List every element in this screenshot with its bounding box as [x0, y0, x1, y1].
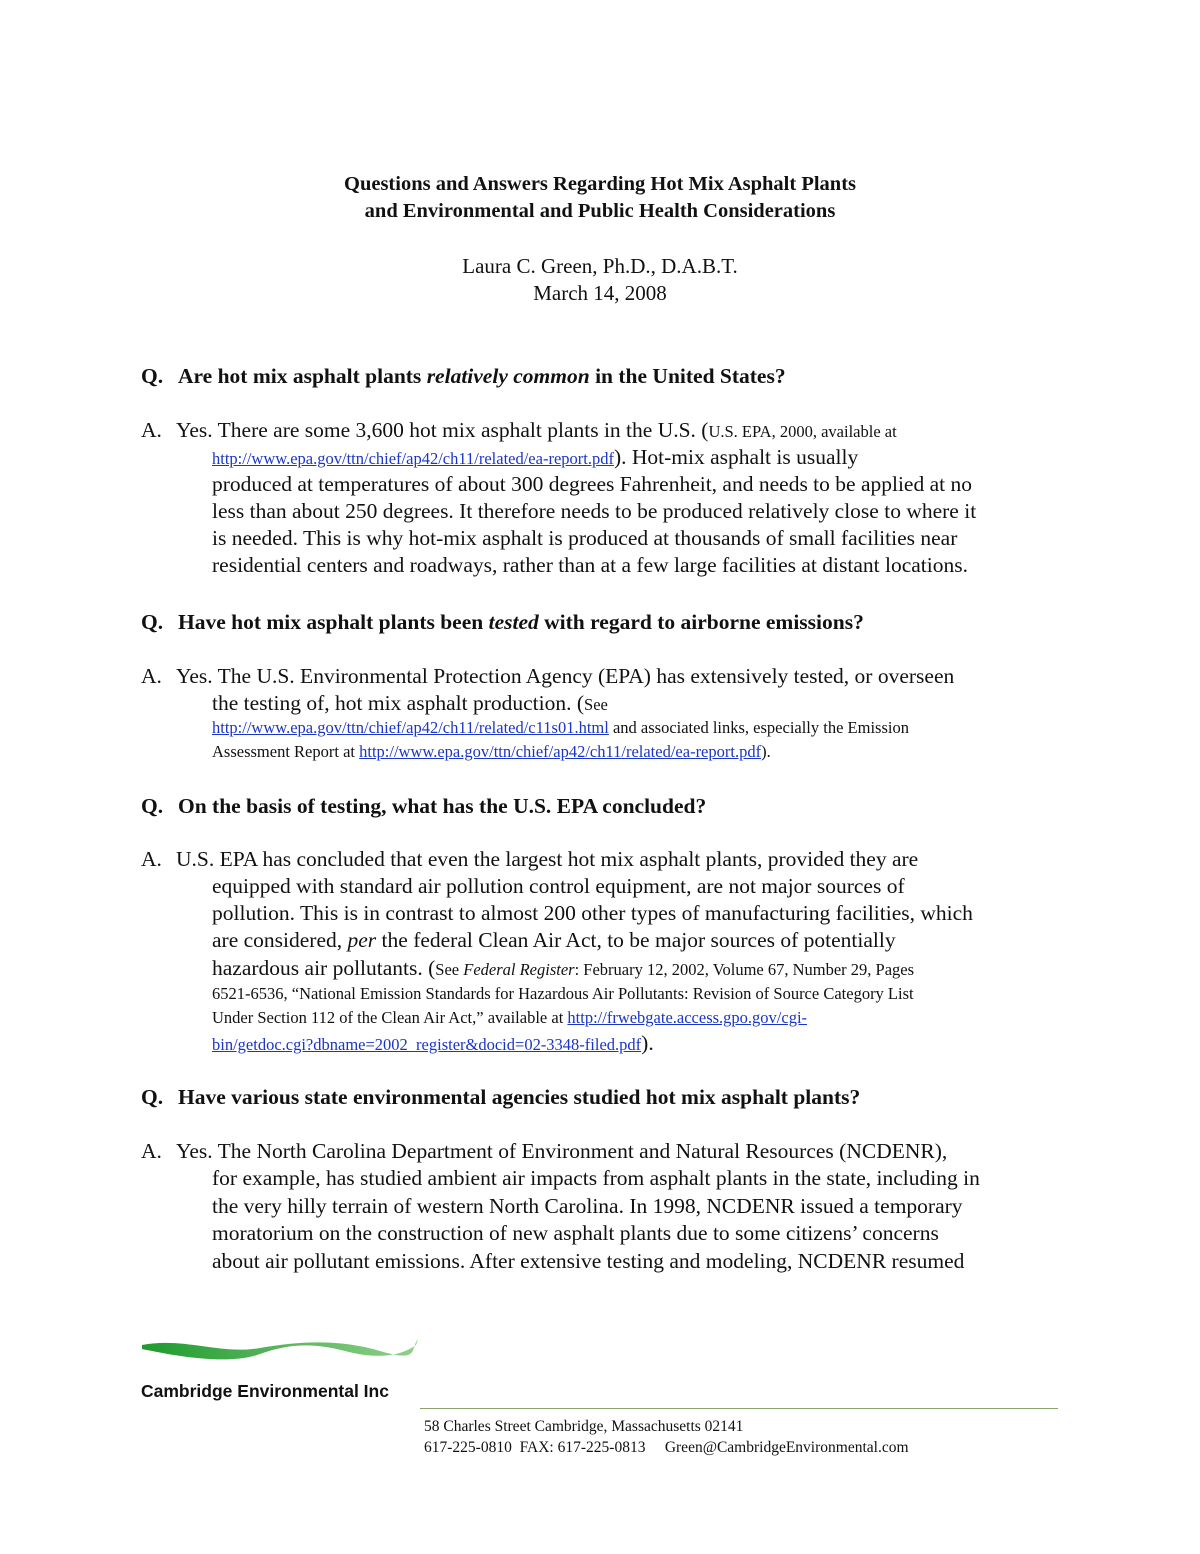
answer-line: [141, 663, 954, 690]
answer-citation: : February 12, 2002, Volume 67, Number 29, Pages: [574, 960, 915, 979]
answer-text: ).: [641, 1031, 654, 1055]
answer-line: [212, 1006, 807, 1030]
question-label: Q.: [141, 364, 164, 388]
frwebgate-link[interactable]: http://frwebgate.access.gpo.gov/cgi-: [567, 1008, 808, 1027]
answer-line: equipped with standard air pollution control equipment, are not major sources of: [212, 874, 905, 898]
answer-text: Yes. The U.S. Environmental Protection Agency (EPA) has extensively tested, or overseen: [176, 664, 955, 688]
answer-line: is needed. This is why hot-mix asphalt is produced at thousands of small facilities near: [212, 526, 958, 550]
question-text: with regard to airborne emissions?: [538, 610, 864, 634]
question-label: Q.: [141, 1085, 164, 1109]
answer-text: Yes. There are some 3,600 hot mix asphalt plants in the U.S. (: [176, 418, 709, 442]
answer-citation: and associated links, especially the Emission: [608, 718, 909, 737]
answer-citation: Under Section 112 of the Clean Air Act,” available at: [212, 1008, 568, 1027]
answer-text: are considered,: [212, 928, 348, 952]
question-3: [141, 792, 1081, 820]
answer-emphasis: per: [347, 928, 377, 952]
answer-line: less than about 250 degrees. It therefore needs to be produced relatively close to where it: [212, 499, 977, 523]
question-4: [141, 1083, 1081, 1111]
answer-text: hazardous air pollutants. (: [212, 956, 436, 980]
answer-text: the federal Clean Air Act, to be major sources of potentially: [376, 928, 896, 952]
answer-line: [212, 927, 896, 954]
fax-number: FAX: 617-225-0813: [519, 1439, 646, 1456]
answer-line: the very hilly terrain of western North Carolina. In 1998, NCDENR issued a temporary: [212, 1194, 963, 1218]
answer-line: [141, 417, 897, 445]
answer-text: U.S. EPA has concluded that even the largest hot mix asphalt plants, provided they are: [176, 847, 919, 871]
answer-label: A.: [141, 847, 162, 871]
question-label: Q.: [141, 794, 164, 818]
question-text: Have various state environmental agencies studied hot mix asphalt plants?: [178, 1085, 861, 1109]
question-1: [141, 362, 1081, 390]
question-2: [141, 608, 1081, 636]
question-text: in the United States?: [589, 364, 786, 388]
author: Laura C. Green, Ph.D., D.A.B.T.: [462, 254, 738, 278]
answer-label: A.: [141, 418, 162, 442]
answer-line: [212, 716, 909, 740]
answer-line: [141, 1138, 947, 1165]
email-address[interactable]: Green@CambridgeEnvironmental.com: [664, 1439, 909, 1456]
footer-divider: [420, 1408, 1058, 1409]
document-title-line-2: and Environmental and Public Health Considerations: [364, 200, 836, 222]
company-address: 58 Charles Street Cambridge, Massachusetts 02141: [424, 1418, 744, 1435]
question-text: Have hot mix asphalt plants been: [178, 610, 489, 634]
question-label: Q.: [141, 610, 164, 634]
answer-citation: U.S. EPA, 2000, available at: [708, 422, 897, 441]
question-text: On the basis of testing, what has the U.S. EPA concluded?: [178, 794, 707, 818]
answer-label: A.: [141, 664, 162, 688]
answer-line: [141, 846, 918, 873]
question-emphasis: tested: [488, 610, 539, 634]
document-date: March 14, 2008: [533, 281, 667, 305]
c11s01-link[interactable]: http://www.epa.gov/ttn/chief/ap42/ch11/related/c11s01.html: [212, 718, 609, 737]
company-name: Cambridge Environmental Inc: [141, 1381, 389, 1401]
answer-line: 6521-6536, “National Emission Standards for Hazardous Air Pollutants: Revision of Source Category List: [212, 984, 914, 1003]
answer-line: moratorium on the construction of new asphalt plants due to some citizens’ concerns: [212, 1221, 939, 1245]
answer-citation: ).: [761, 742, 771, 761]
phone-number: 617-225-0810: [424, 1439, 512, 1456]
answer-line: [212, 740, 771, 764]
company-contact: [424, 1437, 909, 1458]
answer-label: A.: [141, 1139, 162, 1163]
company-logo-wave-icon: [140, 1335, 420, 1363]
question-emphasis: relatively common: [426, 364, 590, 388]
ea-report-link[interactable]: http://www.epa.gov/ttn/chief/ap42/ch11/related/ea-report.pdf: [212, 449, 614, 468]
answer-text: the testing of, hot mix asphalt production. (: [212, 691, 585, 715]
frwebgate-link-continued[interactable]: bin/getdoc.cgi?dbname=2002_register&docid=02-3348-filed.pdf: [212, 1035, 642, 1054]
answer-line: produced at temperatures of about 300 degrees Fahrenheit, and needs to be applied at no: [212, 472, 972, 496]
emission-assessment-link[interactable]: http://www.epa.gov/ttn/chief/ap42/ch11/related/ea-report.pdf: [359, 742, 762, 761]
answer-line: [212, 955, 914, 983]
answer-citation: See: [584, 695, 608, 714]
answer-text: ). Hot-mix asphalt is usually: [613, 445, 859, 469]
federal-register-title: Federal Register: [463, 960, 575, 979]
answer-line: [212, 444, 858, 472]
answer-citation: Assessment Report at: [212, 742, 360, 761]
answer-citation: See: [435, 960, 464, 979]
answer-line: residential centers and roadways, rather than at a few large facilities at distant locations.: [212, 553, 968, 577]
question-text: Are hot mix asphalt plants: [178, 364, 427, 388]
document-title-line-1: Questions and Answers Regarding Hot Mix Asphalt Plants: [344, 173, 856, 195]
answer-line: for example, has studied ambient air impacts from asphalt plants in the state, including in: [212, 1166, 980, 1190]
answer-line: [212, 690, 608, 718]
answer-text: Yes. The North Carolina Department of Environment and Natural Resources (NCDENR),: [176, 1139, 948, 1163]
answer-line: pollution. This is in contrast to almost 200 other types of manufacturing facilities, which: [212, 901, 973, 925]
answer-line: about air pollutant emissions. After extensive testing and modeling, NCDENR resumed: [212, 1249, 965, 1273]
answer-line: [212, 1030, 654, 1058]
